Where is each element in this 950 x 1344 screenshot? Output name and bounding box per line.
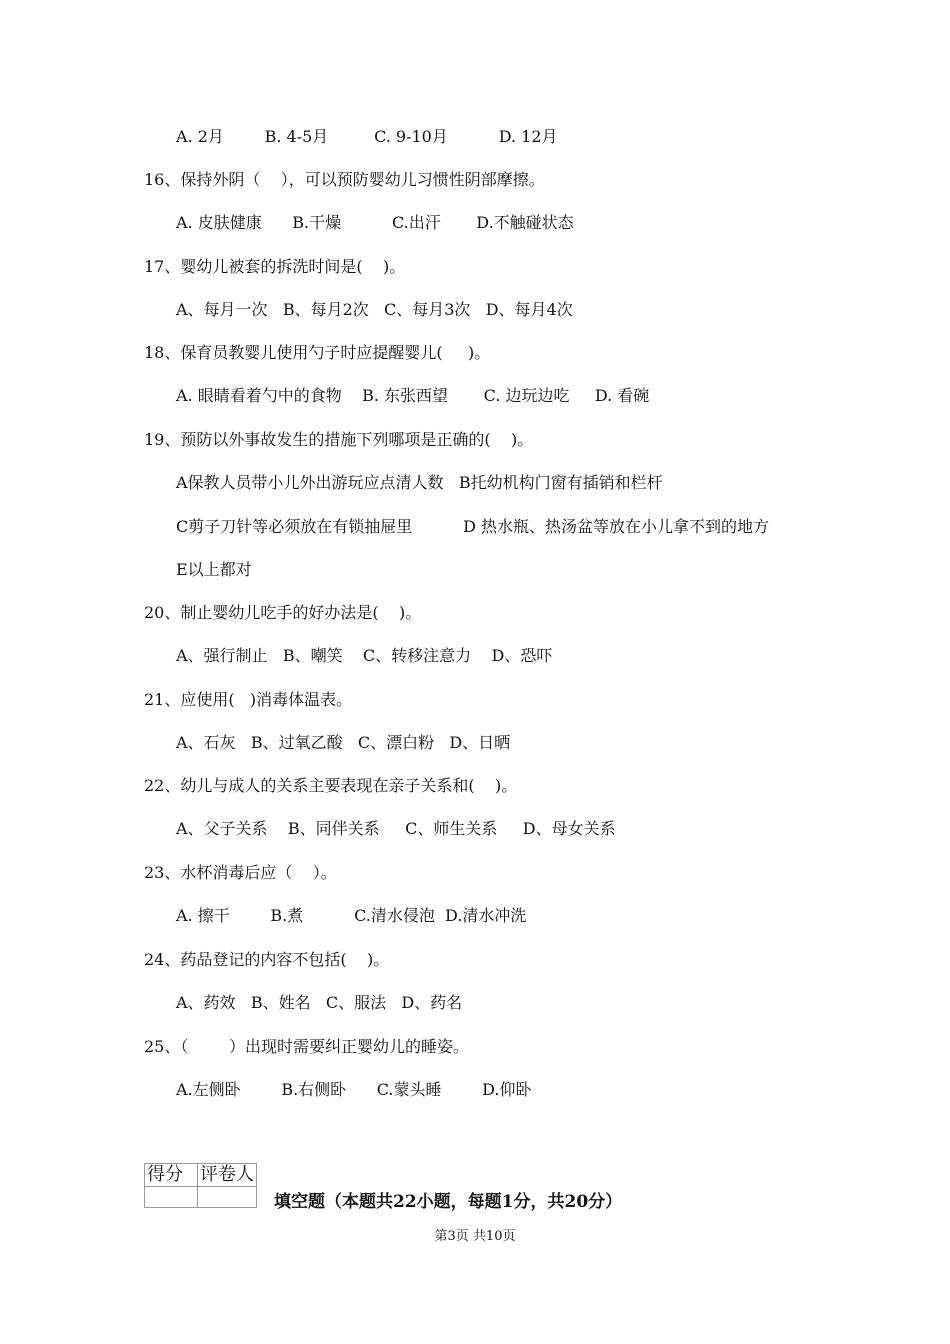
q23-stem: 23、水杯消毒后应（ ）。 [144,863,337,882]
q24-stem: 24、药品登记的内容不包括( )。 [144,950,390,969]
grader-header: 评卷人 [198,1164,257,1187]
q16-options: A. 皮肤健康 B.干燥 C.出汗 D.不触碰状态 [176,213,574,232]
q19-options-line2: C剪子刀针等必须放在有锁抽屉里 D 热水瓶、热汤盆等放在小儿拿不到的地方 [176,517,770,536]
q21-options: A、石灰 B、过氧乙酸 C、漂白粉 D、日晒 [176,733,511,752]
score-table [144,1163,257,1208]
q23-options: A. 擦干 B.煮 C.清水侵泡 D.清水冲洗 [176,906,527,925]
score-header: 得分 [145,1164,198,1187]
q19-options-line3: E以上都对 [176,560,252,579]
q20-options: A、强行制止 B、嘲笑 C、转移注意力 D、恐吓 [176,646,553,665]
q17-stem: 17、婴幼儿被套的拆洗时间是( )。 [144,257,406,276]
q21-stem: 21、应使用( )消毒体温表。 [144,690,353,709]
q20-stem: 20、制止婴幼儿吃手的好办法是( )。 [144,603,422,622]
q15-options: A. 2月 B. 4-5月 C. 9-10月 D. 12月 [176,127,558,146]
q22-options: A、父子关系 B、同伴关系 C、师生关系 D、母女关系 [176,819,616,838]
q25-options: A.左侧卧 B.右侧卧 C.蒙头睡 D.仰卧 [176,1080,532,1099]
score-cell [145,1187,198,1208]
q19-options-line1: A保教人员带小儿外出游玩应点清人数 B托幼机构门窗有插销和栏杆 [176,473,663,492]
q18-stem: 18、保育员教婴儿使用勺子时应提醒婴儿( )。 [144,343,491,362]
section-title: 填空题（本题共22小题，每题1分，共20分） [274,1192,623,1212]
grader-cell [198,1187,257,1208]
q16-stem: 16、保持外阴（ ），可以预防婴幼儿习惯性阴部摩擦。 [144,170,545,189]
q17-options: A、每月一次 B、每月2次 C、每月3次 D、每月4次 [176,300,573,319]
q24-options: A、药效 B、姓名 C、服法 D、药名 [176,993,463,1012]
q19-stem: 19、预防以外事故发生的措施下列哪项是正确的( )。 [144,430,534,449]
page-footer: 第3页 共10页 [434,1229,516,1244]
q25-stem: 25、（ ）出现时需要纠正婴幼儿的睡姿。 [144,1037,470,1056]
q22-stem: 22、幼儿与成人的关系主要表现在亲子关系和( )。 [144,776,518,795]
q18-options: A. 眼睛看着勺中的食物 B. 东张西望 C. 边玩边吃 D. 看碗 [176,386,650,405]
